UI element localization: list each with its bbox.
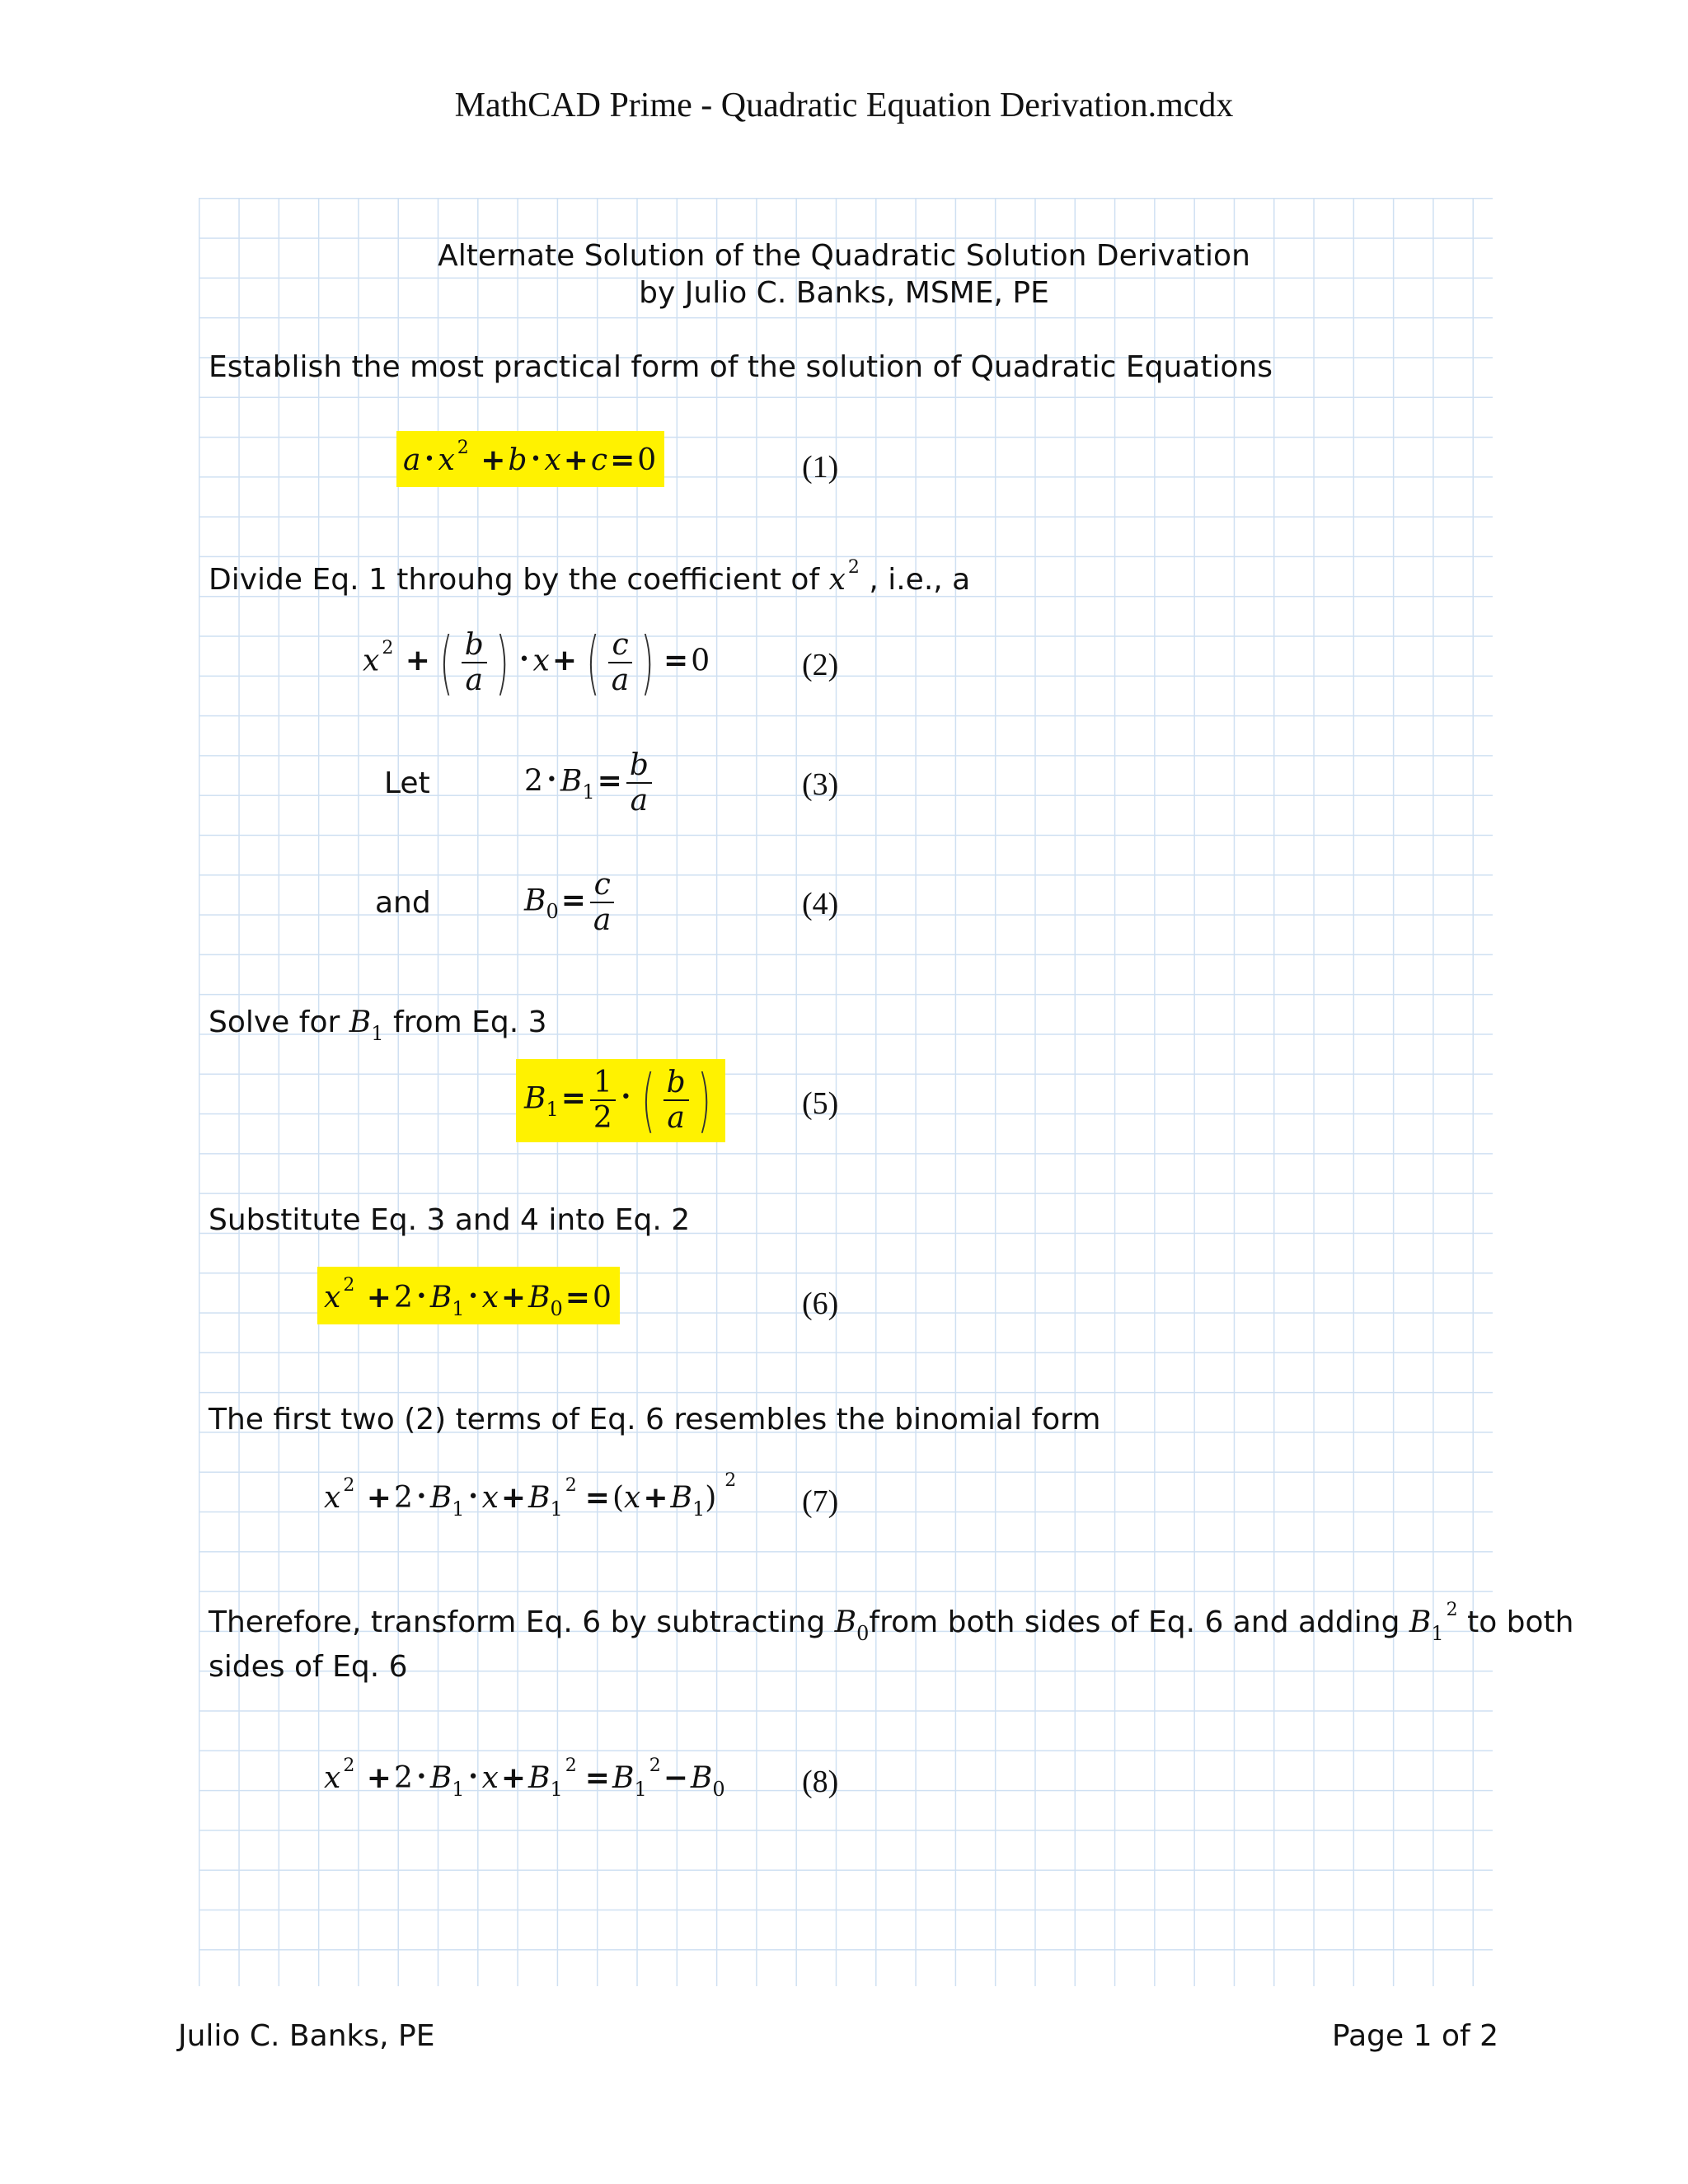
therefore-part2: from both sides of Eq. 6 and adding xyxy=(869,1605,1400,1639)
equation-6[interactable]: x $^2$ +2 • $B_1•$ $x+B_0=0$ xyxy=(317,1267,620,1324)
equation-8[interactable]: x $^2$ +2 • $B_1•$ $x+B_1^2 =B_1^2-B_0$ xyxy=(324,1755,725,1801)
equation-number-6: (6) xyxy=(802,1286,839,1321)
divide-text-main: Divide Eq. 1 throuhg by the coefficient of xyxy=(209,563,820,597)
equation-number-1: (1) xyxy=(802,450,839,485)
doc-author-line: by Julio C. Banks, MSME, PE xyxy=(639,276,1049,310)
x-squared-inline: x $^2$ xyxy=(828,557,860,597)
equation-number-5: (5) xyxy=(802,1086,839,1121)
therefore-part1: Therefore, transform Eq. 6 by subtracting xyxy=(209,1605,826,1639)
divide-text xyxy=(209,557,971,597)
equation-1[interactable]: a • x $^2$ +b • x+c=0 xyxy=(396,431,664,487)
b1-squared-inline: $B_1^2$ xyxy=(1409,1600,1458,1645)
b0-inline: $B_0$ xyxy=(834,1605,870,1645)
b1-inline: $B_1$ xyxy=(349,1005,384,1045)
solve-text xyxy=(209,1005,547,1045)
equation-number-7: (7) xyxy=(802,1484,839,1519)
footer-author: Julio C. Banks, PE xyxy=(178,2019,435,2053)
therefore-part3: to both xyxy=(1467,1605,1574,1639)
intro-text: Establish the most practical form of the solution of Quadratic Equations xyxy=(209,350,1273,384)
solve-prefix: Solve for xyxy=(209,1005,340,1039)
equation-number-8: (8) xyxy=(802,1765,839,1799)
equation-3[interactable]: 2 • $B_1=$ $\frac{b}{a}$ xyxy=(524,748,654,818)
divide-text-end: , i.e., a xyxy=(869,563,971,597)
doc-title: Alternate Solution of the Quadratic Solution Derivation xyxy=(438,239,1250,273)
equation-number-2: (2) xyxy=(802,648,839,682)
equation-2[interactable]: x $^2$ + ( $\frac{b}{a}$ ) • x+ ( $\frac{c}{a}$ ) =0 xyxy=(363,621,710,703)
substitute-text: Substitute Eq. 3 and 4 into Eq. 2 xyxy=(209,1203,691,1237)
let-label: Let xyxy=(384,766,430,800)
equation-4[interactable]: $B_0=$ $\frac{c}{a}$ xyxy=(524,868,616,938)
binomial-text: The first two (2) terms of Eq. 6 resembles the binomial form xyxy=(209,1403,1101,1436)
equation-7[interactable]: x $^2$ +2 • $B_1•$ $x+B_1^2 =(x+B_1)^2$ xyxy=(324,1470,737,1521)
worksheet-grid xyxy=(199,198,1493,1986)
therefore-text-line2: sides of Eq. 6 xyxy=(209,1650,408,1684)
equation-number-4: (4) xyxy=(802,887,839,921)
solve-suffix: from Eq. 3 xyxy=(392,1005,547,1039)
footer-page-number: Page 1 of 2 xyxy=(1332,2019,1498,2053)
therefore-text-line1 xyxy=(209,1600,1574,1645)
window-title: MathCAD Prime - Quadratic Equation Derivation.mcdx xyxy=(454,87,1234,124)
and-label: and xyxy=(375,886,431,920)
equation-5[interactable]: $B_1=$ $\frac{1}{2}$ • ( $\frac{b}{a}$ ) xyxy=(516,1059,725,1142)
equation-number-3: (3) xyxy=(802,767,839,802)
